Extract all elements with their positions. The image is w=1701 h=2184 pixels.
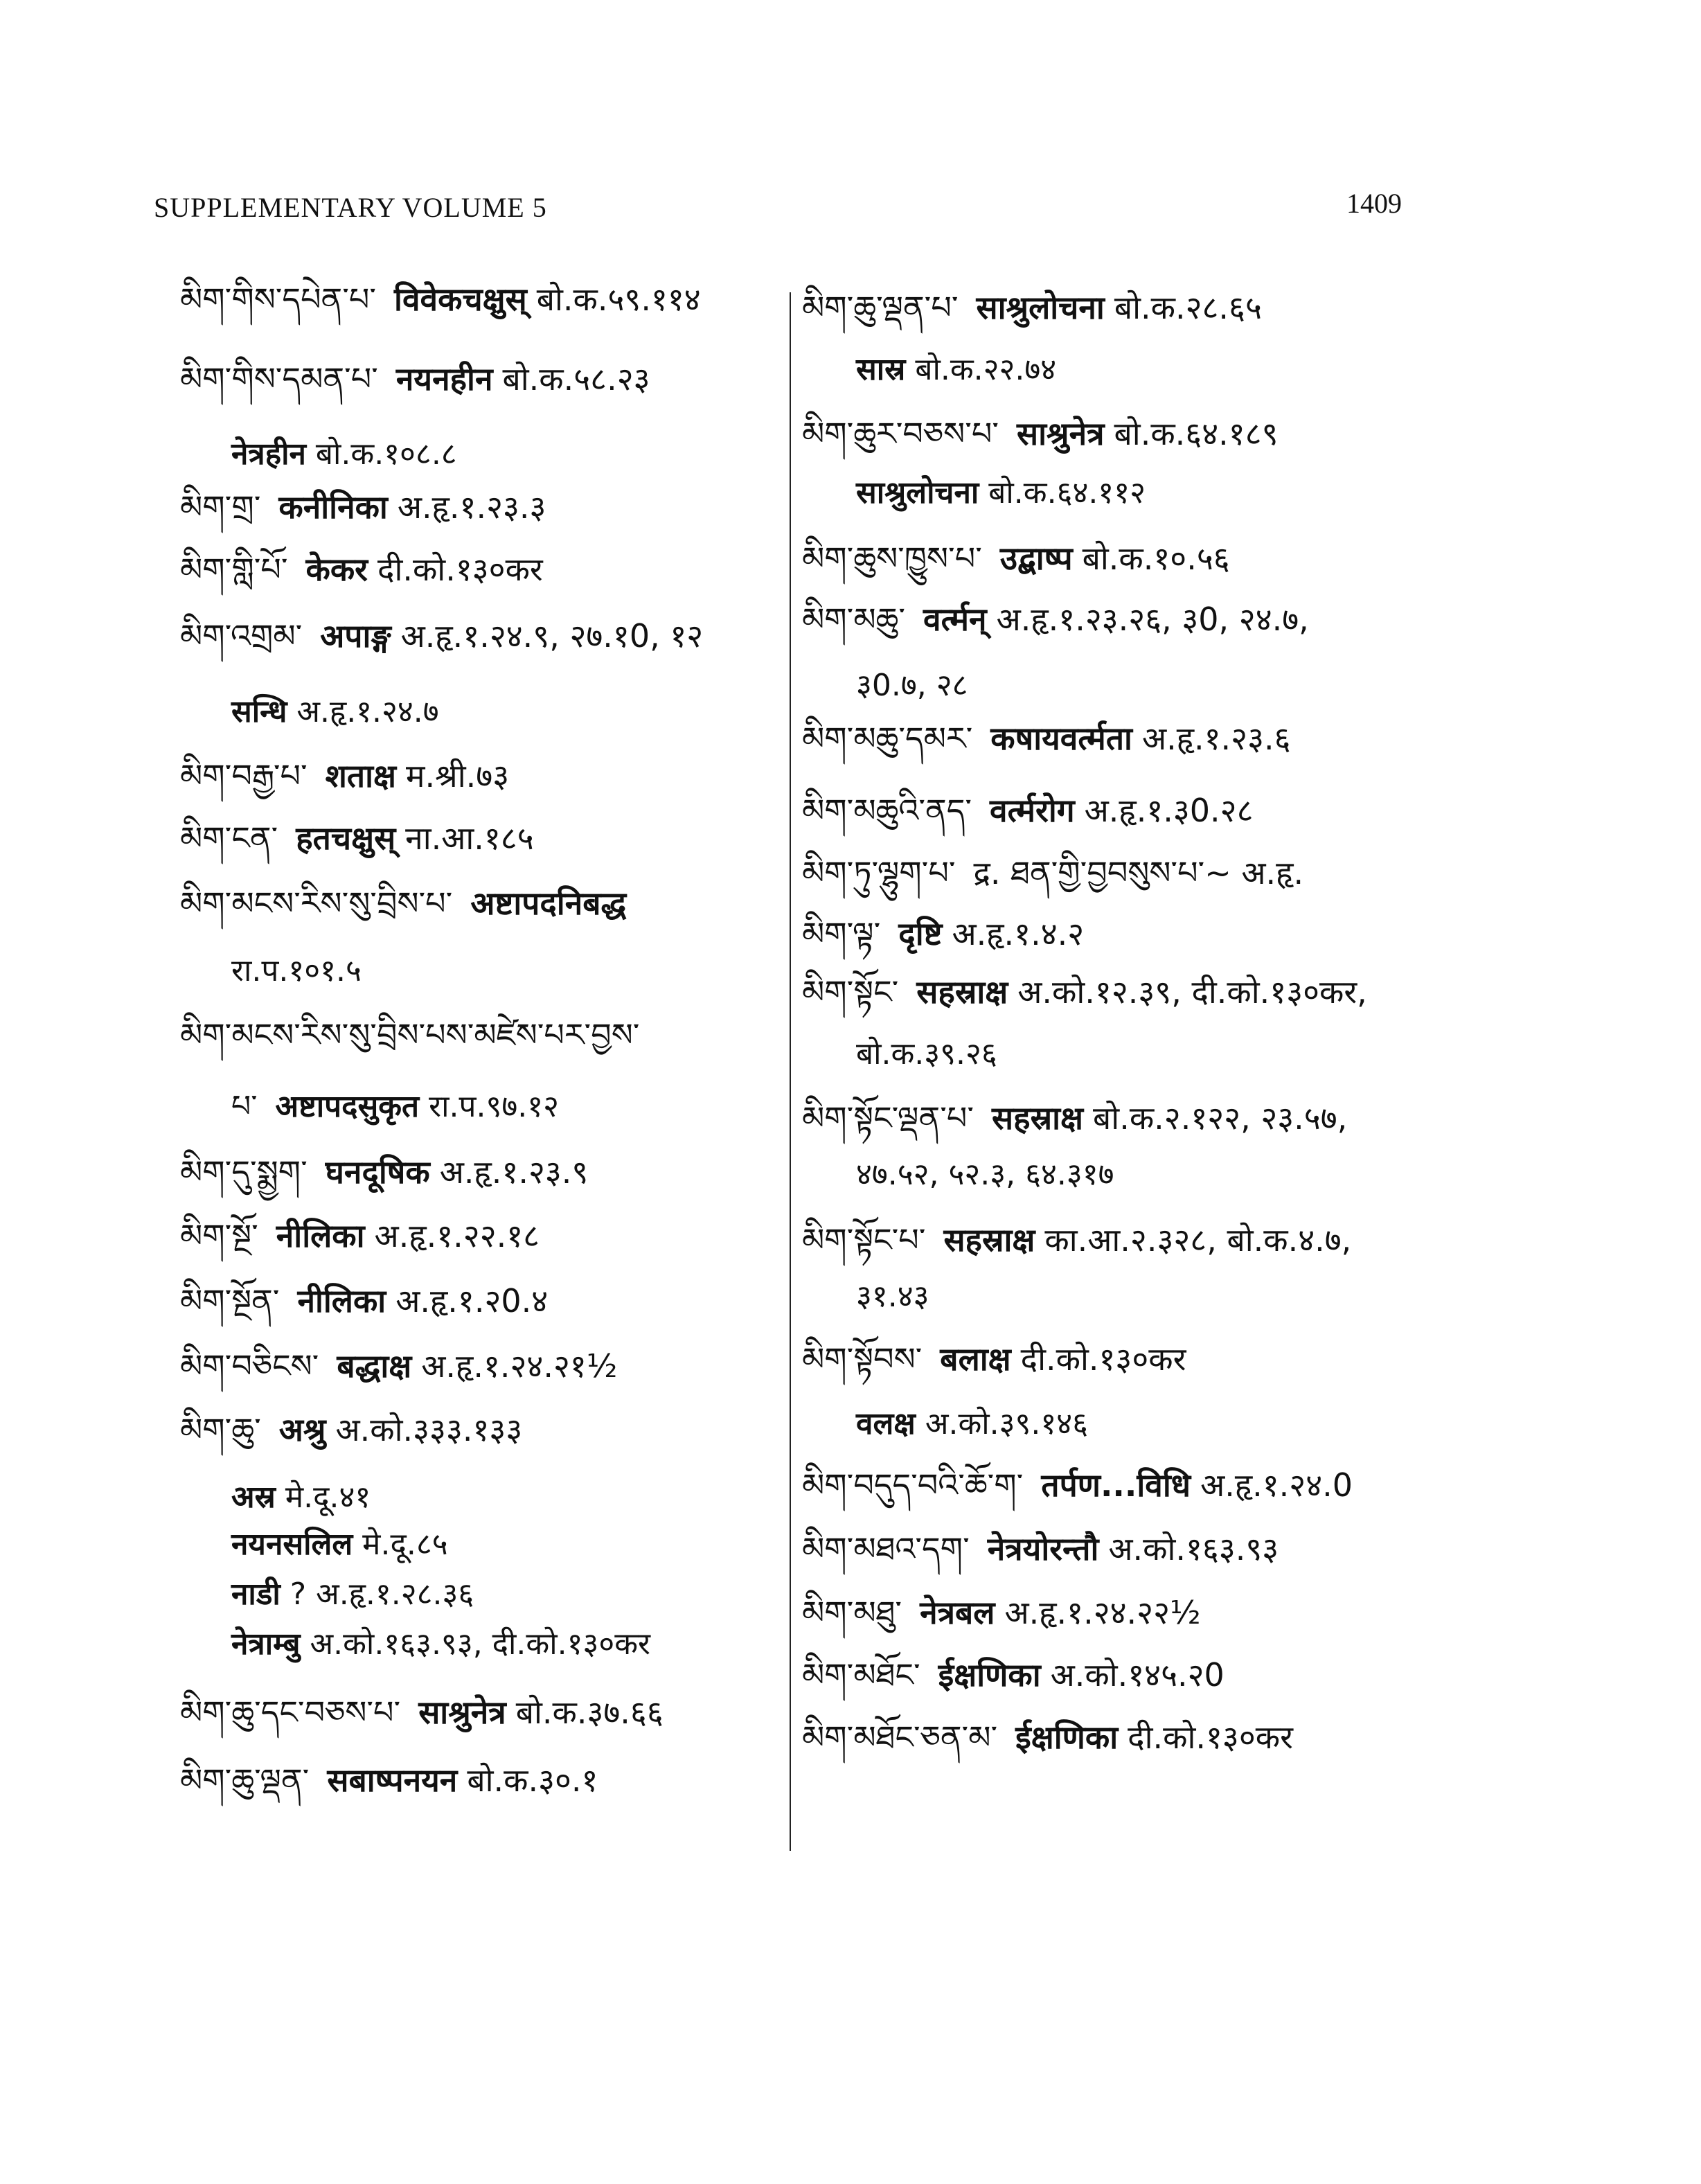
entry-line [180, 1408, 522, 1452]
source-reference: अ.हृ.१.२२.१८ [374, 1217, 540, 1254]
entry-line [180, 485, 546, 529]
sanskrit-term: दृष्टि [898, 915, 943, 952]
source-reference: ३0.७, २८ [856, 668, 968, 703]
sanskrit-term: अस्र [231, 1480, 276, 1515]
entry-line [802, 851, 1303, 895]
tibetan-term: མིག་མཐུ་ [802, 1594, 902, 1631]
tibetan-term: མིག་སྟོང་པ་ [802, 1221, 926, 1259]
entry-line [856, 348, 1056, 392]
tibetan-term: མིག་བདུད་བའི་ཆོ་ག་ [802, 1466, 1024, 1504]
source-reference: मे.दू.८५ [362, 1527, 448, 1562]
column-divider [790, 292, 791, 1851]
source-reference: अ.को.१२.३९, दी.को.१३०कर, [1017, 973, 1367, 1011]
entry-line [856, 664, 968, 708]
sanskrit-term: विवेकचक्षुस् [394, 281, 527, 318]
entry-line [802, 1463, 1353, 1507]
sanskrit-term: घनदूषिक [325, 1153, 430, 1191]
tibetan-term: མིག་བརྒྱ་པ་ [180, 757, 308, 794]
entry-line [802, 1653, 1224, 1697]
entry-line [180, 1150, 588, 1194]
source-reference: बो.क.१०.५६ [1082, 540, 1230, 577]
source-reference: अ.को.१४५.२0 [1050, 1656, 1224, 1694]
entry-line [802, 1590, 1201, 1635]
source-reference: बो.क.२२.७४ [915, 352, 1057, 387]
sanskrit-term: साश्रुलोचना [976, 289, 1105, 326]
entry-line [802, 788, 1254, 833]
source-reference: अ.हृ.१.२४.९, २७.१0, १२ [400, 617, 704, 655]
sanskrit-term: अश्रु [278, 1411, 326, 1448]
sanskrit-term: नेत्रहीन [231, 436, 306, 472]
sanskrit-term: सास्र [856, 352, 906, 387]
entry-line [180, 881, 636, 925]
entry-line [180, 1013, 657, 1057]
source-reference: रा.प.१०१.५ [231, 953, 362, 988]
sanskrit-term: सबाष्पनयन [327, 1761, 458, 1799]
source-reference: बो.क.६४.१८९ [1114, 415, 1279, 452]
sanskrit-term: हतचक्षुस् [296, 819, 396, 857]
sanskrit-term: बद्धाक्ष [337, 1347, 412, 1385]
sanskrit-term: ईक्षणिका [1015, 1719, 1119, 1756]
tibetan-term: མིག་མཆུ་དམར་ [802, 720, 973, 757]
sanskrit-term: ईक्षणिका [938, 1656, 1041, 1694]
sanskrit-term: नाडी [231, 1577, 280, 1612]
entry-line [802, 970, 1367, 1014]
tibetan-term: མིག་ཆུར་བཅས་པ་ [802, 415, 999, 452]
tibetan-term: མིག་ཆུ་ལྡན་པ་ [802, 289, 959, 326]
source-reference: बो.क.५८.२३ [502, 360, 650, 398]
source-reference: अ.हृ.१.२४.२१½ [421, 1347, 618, 1385]
tibetan-term: མིག་འགྲམ་ [180, 617, 303, 655]
tibetan-term: མིག་ཆུ་ལྡན་ [180, 1761, 310, 1799]
sanskrit-term: तर्पण...विधि [1041, 1466, 1191, 1504]
entry-line [802, 1096, 1347, 1140]
sanskrit-term: अष्टापदसुकृत [275, 1089, 420, 1124]
sanskrit-term: कषायवर्त्मता [990, 720, 1132, 757]
sanskrit-term: नीलिका [276, 1217, 365, 1254]
tibetan-term: པ་ [231, 1089, 258, 1124]
tibetan-term: མིག་བཅིངས་ [180, 1347, 319, 1385]
tibetan-term: མིག་ཏུ་ལྷུག་པ་ [802, 854, 956, 891]
entry-line [802, 1527, 1279, 1571]
source-reference: दी.को.१३०कर [1128, 1719, 1293, 1756]
sanskrit-term: सहस्राक्ष [916, 973, 1008, 1011]
tibetan-term: མིག་ངན་ [180, 819, 278, 857]
entry-line [231, 1622, 650, 1667]
sanskrit-term: नयनसलिल [231, 1527, 353, 1562]
source-reference: अ.को.३३३.१३३ [335, 1411, 523, 1448]
sanskrit-term: साश्रुनेत्र [1017, 415, 1105, 452]
entry-line [180, 1279, 548, 1323]
sanskrit-term: वर्त्मन् [923, 601, 987, 638]
entry-line [231, 1085, 559, 1129]
source-reference: अ.हृ.१.२४.0 [1200, 1466, 1353, 1504]
tibetan-term: མིག་སྔོན་ [180, 1282, 280, 1320]
source-reference: अ.हृ.१.२३.९ [439, 1153, 589, 1191]
sanskrit-term: शताक्ष [325, 757, 397, 794]
sanskrit-term: केकर [305, 551, 368, 588]
source-reference: ना.आ.१८५ [405, 819, 534, 857]
tibetan-term: མིག་ཆུས་ཁྱུས་པ་ [802, 540, 982, 577]
source-reference: अ.हृ.१.२0.४ [395, 1282, 549, 1320]
entry-line [231, 1522, 448, 1567]
source-reference: बो.क.१०८.८ [315, 436, 457, 472]
entry-line [802, 1715, 1293, 1759]
entry-line [180, 614, 703, 658]
source-reference: म.श्री.७३ [406, 757, 510, 794]
entry-line [180, 1214, 540, 1258]
source-reference: अ.को.१६३.९३ [1108, 1530, 1279, 1568]
tibetan-term: མིག་མཆུ་ [802, 601, 906, 638]
sanskrit-term: अष्टापदनिबद्ध [470, 885, 627, 922]
source-reference: अ.को.३९.१४६ [925, 1406, 1089, 1441]
tibetan-term: མིག་ཆུ་དང་བཅས་པ་ [180, 1694, 401, 1731]
source-reference: बो.क.५९.११४ [536, 281, 701, 318]
tibetan-term: མིག་གིས་དཔེན་པ་ [180, 281, 377, 318]
source-reference: मे.दू.४१ [285, 1480, 371, 1515]
entry-line [180, 357, 650, 401]
tibetan-term: མིག་ཆུ་ [180, 1411, 261, 1448]
tibetan-term: མིག་མཐོང་ [802, 1656, 920, 1694]
tibetan-term: མིག་མཐོང་ཅན་མ་ [802, 1719, 998, 1756]
tibetan-term: མིག་དུ་སྨྱག་ [180, 1153, 308, 1191]
entry-line [802, 285, 1262, 330]
sanskrit-term: साश्रुनेत्र [418, 1694, 506, 1731]
entry-line [856, 1032, 997, 1076]
tibetan-term: མིག་སྟོང་ [802, 973, 899, 1011]
tibetan-term: མིག་མཆུའི་ནད་ [802, 792, 972, 829]
entry-line [231, 1475, 371, 1520]
source-reference: बो.क.३०.१ [467, 1761, 598, 1799]
source-reference: दी.को.१३०कर [1020, 1340, 1186, 1378]
entry-line [856, 1402, 1088, 1446]
tibetan-term: མིག་མངས་རིས་སུ་བྲིས་པ་ [180, 885, 453, 922]
source-reference: अ.हृ.१.२३.६ [1141, 720, 1291, 757]
sanskrit-term: सहस्राक्ष [943, 1221, 1035, 1259]
tibetan-term: མིག་སྟོང་ལྡན་པ་ [802, 1099, 974, 1137]
sanskrit-term: कनीनिका [278, 488, 388, 526]
entry-line [180, 1690, 664, 1734]
entry-line [231, 949, 362, 993]
entry-line [180, 816, 534, 860]
tibetan-term: མིག་མངས་རིས་སུ་བྲིས་པས་མཛེས་པར་བྱས་ [180, 1016, 640, 1054]
source-reference: बो.क.३९.२६ [856, 1036, 997, 1072]
entry-line [802, 1218, 1351, 1262]
source-reference: अ.हृ.१.३0.२८ [1084, 792, 1254, 829]
entry-line [802, 411, 1279, 456]
source-reference: द्र. ཐན་གྱི་བྱབསུས་པ་~ अ.हृ. [973, 854, 1304, 891]
source-reference: दी.को.१३०कर [377, 551, 543, 588]
source-reference: अ.हृ.१.४.२ [952, 915, 1085, 952]
sanskrit-term: नेत्राम्बु [231, 1626, 301, 1662]
entry-line [802, 1337, 1186, 1381]
source-reference: अ.को.१६३.९३, दी.को.१३०कर [310, 1626, 651, 1662]
entry-line [231, 432, 457, 477]
source-reference: बो.क.६४.११२ [988, 475, 1146, 511]
running-header-title: SUPPLEMENTARY VOLUME 5 [154, 192, 547, 223]
entry-line [802, 716, 1291, 761]
sanskrit-term: सहस्राक्ष [992, 1099, 1084, 1137]
sanskrit-term: नयनहीन [395, 360, 493, 398]
entry-line [180, 1758, 598, 1802]
source-reference: अ.हृ.१.२३.३ [397, 488, 546, 526]
source-reference: ४७.५२, ५२.३, ६४.३१७ [856, 1157, 1114, 1192]
entry-line [231, 1572, 474, 1617]
tibetan-term: མིག་གླི་པོ་ [180, 551, 288, 588]
source-reference: अ.हृ.१.२४.२२½ [1004, 1594, 1201, 1631]
entry-line [180, 754, 509, 798]
entry-line [231, 690, 439, 734]
sanskrit-term: नीलिका [297, 1282, 386, 1320]
entry-line [180, 277, 701, 321]
sanskrit-term: नेत्रयोरन्तौ [987, 1530, 1099, 1568]
tibetan-term: མིག་སྟོབས་ [802, 1340, 923, 1378]
source-reference: का.आ.२.३२८, बो.क.४.७, [1044, 1221, 1352, 1259]
source-reference: अ.हृ.१.२४.७ [296, 694, 439, 729]
sanskrit-term: सन्धि [231, 694, 287, 729]
source-reference: रा.प.९७.१२ [429, 1089, 560, 1124]
tibetan-term: མིག་གྲ་ [180, 488, 261, 526]
sanskrit-term: उद्बाष्प [999, 540, 1073, 577]
source-reference: अ.हृ.१.२३.२६, ३0, २४.७, [996, 601, 1309, 638]
source-reference: ? अ.हृ.१.२८.३६ [290, 1577, 474, 1612]
entry-line [856, 471, 1146, 515]
source-reference: ३१.४३ [856, 1279, 929, 1314]
tibetan-term: མིག་ལྟ་ [802, 915, 881, 952]
entry-line [180, 1344, 617, 1388]
entry-line [802, 536, 1230, 580]
source-reference: बो.क.३७.६६ [515, 1694, 664, 1731]
sanskrit-term: वलक्ष [856, 1406, 916, 1441]
source-reference: बो.क.२८.६५ [1114, 289, 1262, 326]
tibetan-term: མིག་སྔོ་ [180, 1217, 258, 1254]
entry-line [856, 1153, 1114, 1197]
sanskrit-term: बलाक्ष [940, 1340, 1011, 1378]
sanskrit-term: अपाङ्ग [320, 617, 391, 655]
sanskrit-term: साश्रुलोचना [856, 475, 979, 511]
tibetan-term: མིག་མཐའ་དག་ [802, 1530, 970, 1568]
entry-line [802, 597, 1309, 641]
page-number: 1409 [1346, 188, 1402, 219]
source-reference: बो.क.२.१२२, २३.५७, [1093, 1099, 1348, 1137]
entry-line [856, 1275, 929, 1319]
sanskrit-term: नेत्रबल [920, 1594, 995, 1631]
sanskrit-term: वर्त्मरोग [990, 792, 1075, 829]
tibetan-term: མིག་གིས་དམན་པ་ [180, 360, 378, 398]
entry-line [180, 547, 543, 592]
entry-line [802, 912, 1084, 956]
